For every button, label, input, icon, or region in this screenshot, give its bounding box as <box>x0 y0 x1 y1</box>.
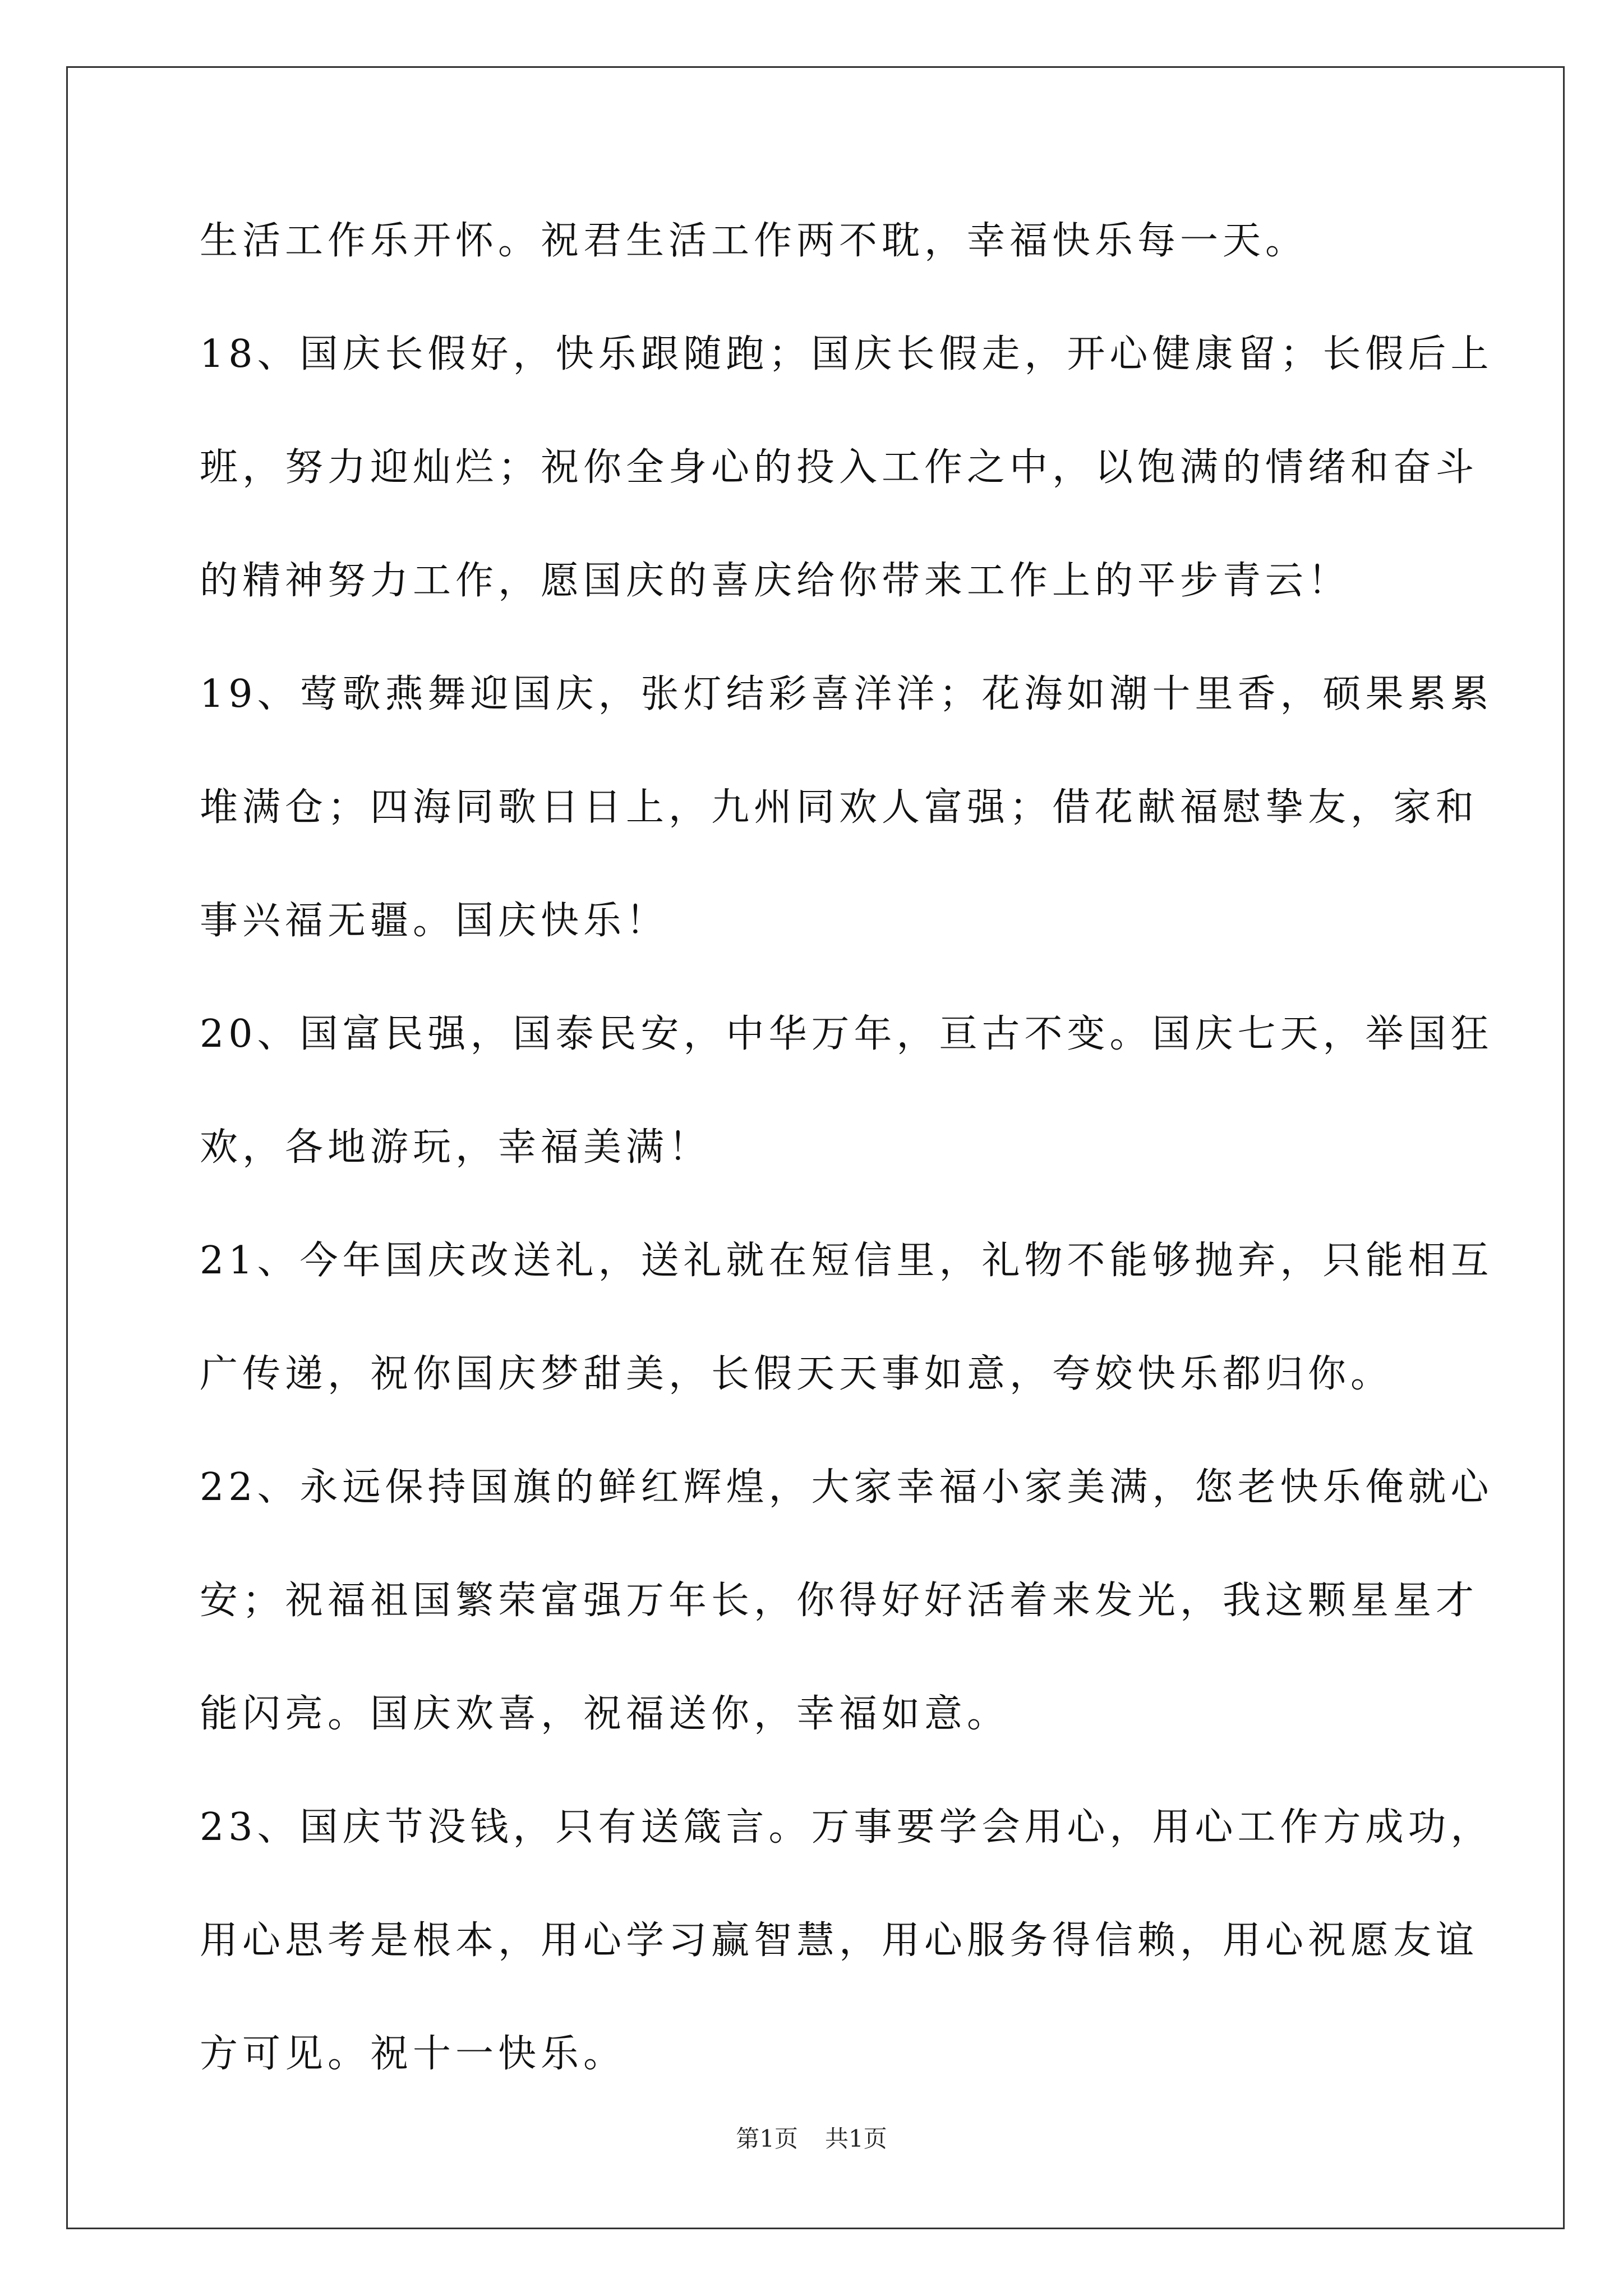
text-line: 21、今年国庆改送礼，送礼就在短信里，礼物不能够抛弃，只能相互 <box>200 1239 1493 1283</box>
text-line: 班，努力迎灿烂；祝你全身心的投入工作之中，以饱满的情绪和奋斗 <box>200 445 1479 490</box>
document-body <box>200 213 1493 2139</box>
text-line: 用心思考是根本，用心学习赢智慧，用心服务得信赖，用心祝愿友谊 <box>200 1918 1479 1963</box>
text-line: 广传递，祝你国庆梦甜美，长假天天事如意，夸姣快乐都归你。 <box>200 1352 1394 1396</box>
text-line: 堆满仓；四海同歌日日上，九州同欢人富强；借花献福慰挚友，家和 <box>200 785 1479 830</box>
text-line: 生活工作乐开怀。祝君生活工作两不耽，幸福快乐每一天。 <box>200 219 1308 263</box>
text-line: 安；祝福祖国繁荣富强万年长，你得好好活着来发光，我这颗星星才 <box>200 1579 1479 1623</box>
page-footer <box>0 2120 1623 2154</box>
text-line: 欢，各地游玩，幸福美满！ <box>200 1125 712 1170</box>
text-line: 事兴福无疆。国庆快乐！ <box>200 899 669 943</box>
text-line: 能闪亮。国庆欢喜，祝福送你，幸福如意。 <box>200 1692 1010 1736</box>
text-line: 18、国庆长假好，快乐跟随跑；国庆长假走，开心健康留；长假后上 <box>200 332 1493 376</box>
text-line: 方可见。祝十一快乐。 <box>200 2032 626 2076</box>
page-total: 共1页 <box>825 2125 887 2152</box>
text-line: 19、莺歌燕舞迎国庆，张灯结彩喜洋洋；花海如潮十里香，硕果累累 <box>200 672 1493 716</box>
text-line: 的精神努力工作，愿国庆的喜庆给你带来工作上的平步青云！ <box>200 559 1351 603</box>
text-line: 23、国庆节没钱，只有送箴言。万事要学会用心，用心工作方成功， <box>200 1805 1493 1849</box>
text-line: 20、国富民强，国泰民安，中华万年，亘古不变。国庆七天，举国狂 <box>200 1012 1493 1056</box>
page-number: 第1页 <box>736 2125 798 2152</box>
text-line: 22、永远保持国旗的鲜红辉煌，大家幸福小家美满，您老快乐俺就心 <box>200 1465 1493 1510</box>
